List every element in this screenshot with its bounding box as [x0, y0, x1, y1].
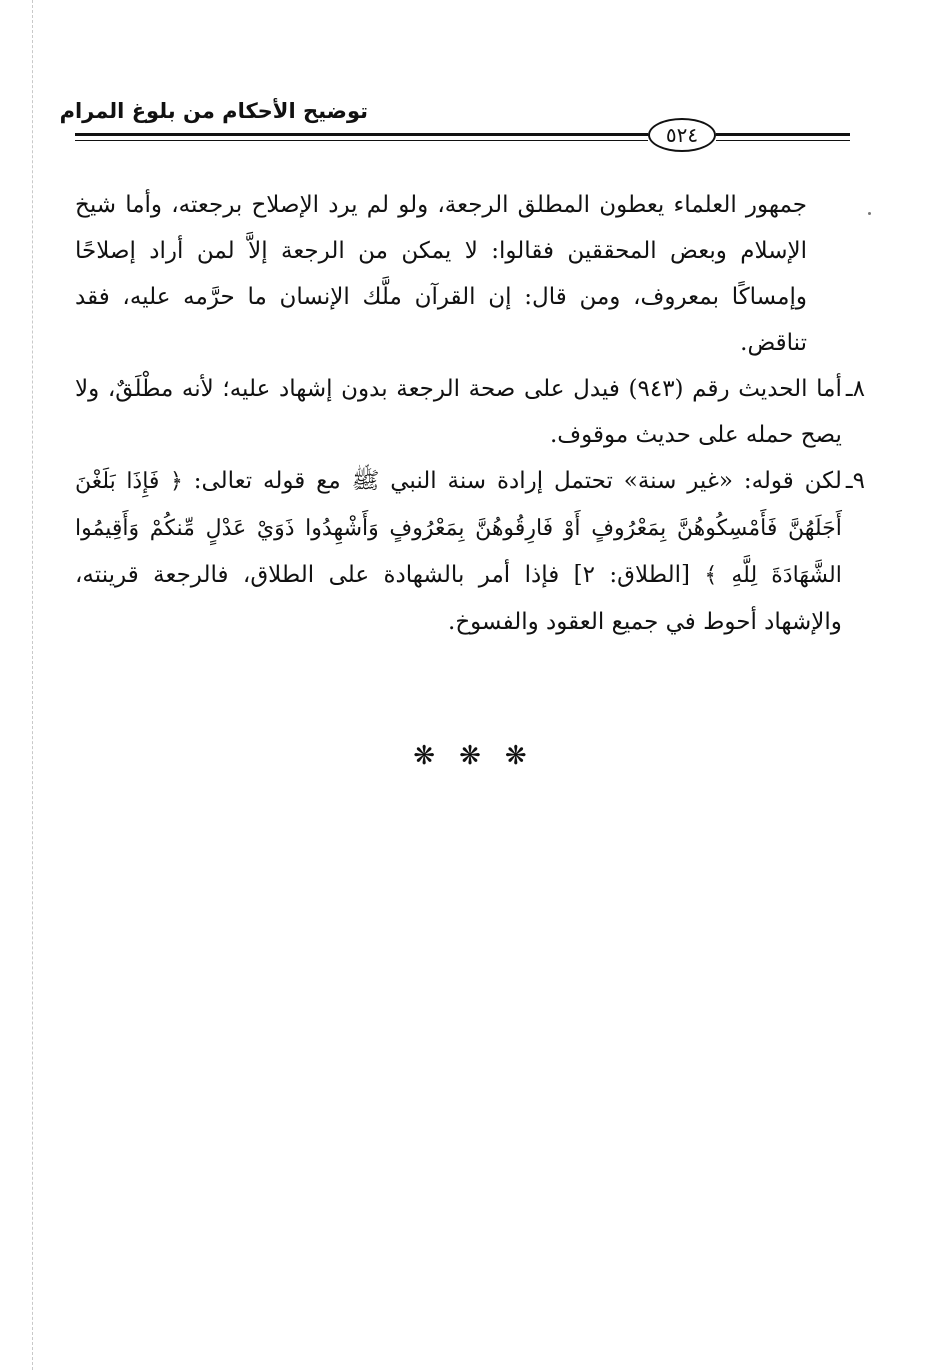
- separator-star-icon: ❋: [504, 741, 527, 771]
- running-header-title: توضيح الأحكام من بلوغ المرام: [59, 99, 368, 123]
- separator-star-icon: ❋: [413, 741, 436, 771]
- header-rule-left-thin: [75, 140, 648, 141]
- quran-reference: [الطلاق: ٢]: [559, 562, 705, 588]
- body-text: [75, 182, 865, 645]
- list-text-8: أما الحديث رقم (٩٤٣) فيدل على صحة الرجعة بدون إشهاد عليه؛ لأنه مطْلَقٌ، ولا يصح حمله على حديث موقوف.: [75, 376, 842, 448]
- item9-text-after: فإذا أمر بالشهادة على الطلاق، فالرجعة قرينته، والإشهاد أحوط في جميع العقود والفسوخ.: [75, 562, 842, 635]
- item9-text-before: لكن قوله: «غير سنة» تحتمل إرادة سنة النبي ﷺ مع قوله تعالى:: [182, 468, 842, 494]
- quran-verse: ﴿ فَإِذَا بَلَغْنَ أَجَلَهُنَّ فَأَمْسِكُوهُنَّ بِمَعْرُوفٍ أَوْ فَارِقُوهُنَّ بِمَعْرُوفٍ وَأَشْهِدُوا ذَوَيْ عَدْلٍ مِّنكُمْ وَأَقِيمُوا الشَّهَادَةَ لِلَّهِ ﴾: [75, 469, 842, 588]
- list-item-9: [75, 458, 865, 645]
- header-rule-right-thick: [716, 133, 850, 136]
- header-rule-right-thin: [716, 140, 850, 141]
- list-item-8: [75, 366, 865, 458]
- list-number-8: ٨ـ: [845, 376, 865, 402]
- scan-edge-line: [32, 0, 33, 1370]
- scan-speck: [868, 212, 871, 215]
- separator-star-icon: ❋: [459, 741, 481, 771]
- section-separator: [380, 738, 560, 774]
- intro-paragraph: جمهور العلماء يعطون المطلق الرجعة، ولو لم يرد الإصلاح برجعته، وأما شيخ الإسلام وبعض المحققين فقالوا: لا يمكن من الرجعة إلاَّ لمن أراد إصلاحًا وإمساكًا بمعروف، ومن قال: إن القرآن ملَّك الإنسان ما حرَّمه عليه، فقد تناقض.: [75, 192, 807, 356]
- list-number-9: ٩ـ: [845, 468, 865, 494]
- list-text-9: [75, 458, 842, 645]
- header-rule-left-thick: [75, 133, 648, 136]
- page-number-badge: ٥٢٤: [648, 118, 716, 152]
